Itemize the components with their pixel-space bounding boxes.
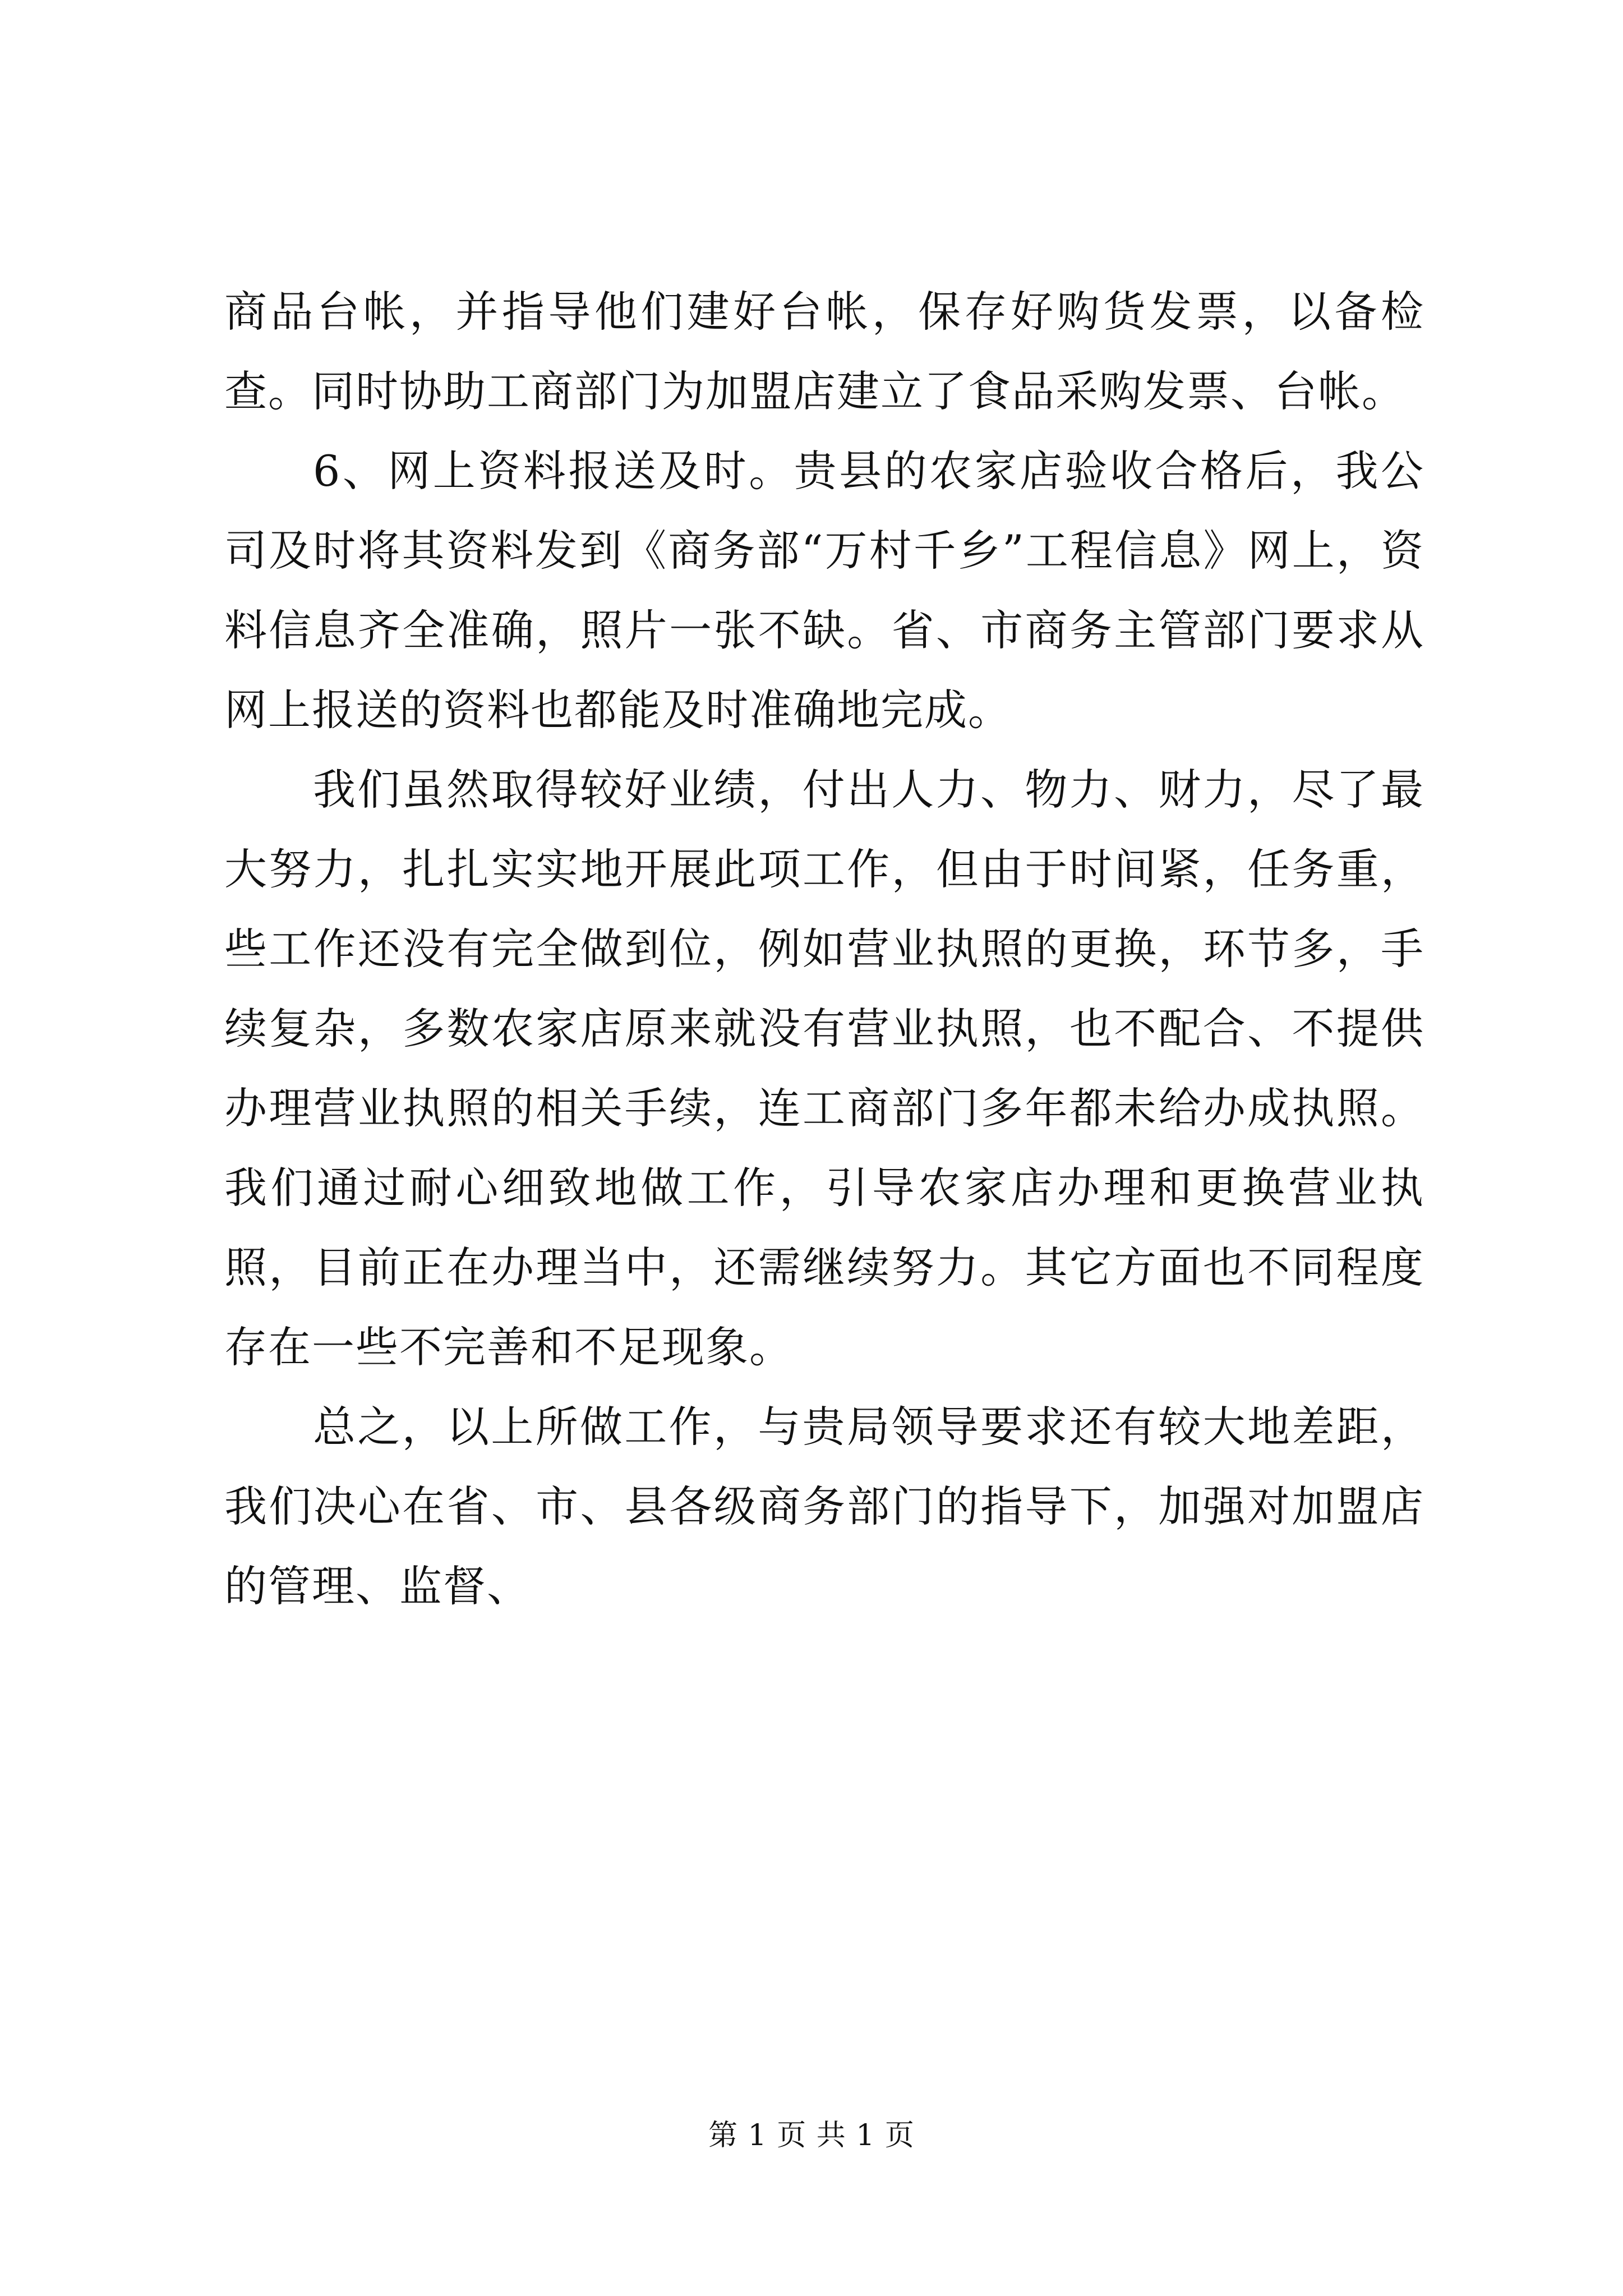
paragraph-3: 我们虽然取得较好业绩，付出人力、物力、财力，尽了最大努力，扎扎实实地开展此项工作，但由于时间紧，任务重，些工作还没有完全做到位，例如营业执照的更换，环节多，手续复杂，多数农家店原来就没有营业执照，也不配合、不提供办理营业执照的相关手续，连工商部门多年都未给办成执照。我们通过耐心细致地做工作，引导农家店办理和更换营业执照，目前正在办理当中，还需继续努力。其它方面也不同程度存在一些不完善和不足现象。 xyxy=(224,765,1424,1372)
document-body xyxy=(224,272,1424,1626)
paragraph-2: 6、网上资料报送及时。贵县的农家店验收合格后，我公司及时将其资料发到《商务部“万村千乡”工程信息》网上，资料信息齐全准确，照片一张不缺。省、市商务主管部门要求从网上报送的资料也都能及时准确地完成。 xyxy=(224,446,1424,735)
paragraph-1: 商品台帐，并指导他们建好台帐，保存好购货发票，以备检查。同时协助工商部门为加盟店建立了食品采购发票、台帐。 xyxy=(224,287,1424,416)
page-footer: 第 1 页 共 1 页 xyxy=(708,2119,915,2152)
paragraph-4: 总之，以上所做工作，与贵局领导要求还有较大地差距，我们决心在省、市、县各级商务部门的指导下，加强对加盟店的管理、监督、 xyxy=(224,1402,1424,1611)
